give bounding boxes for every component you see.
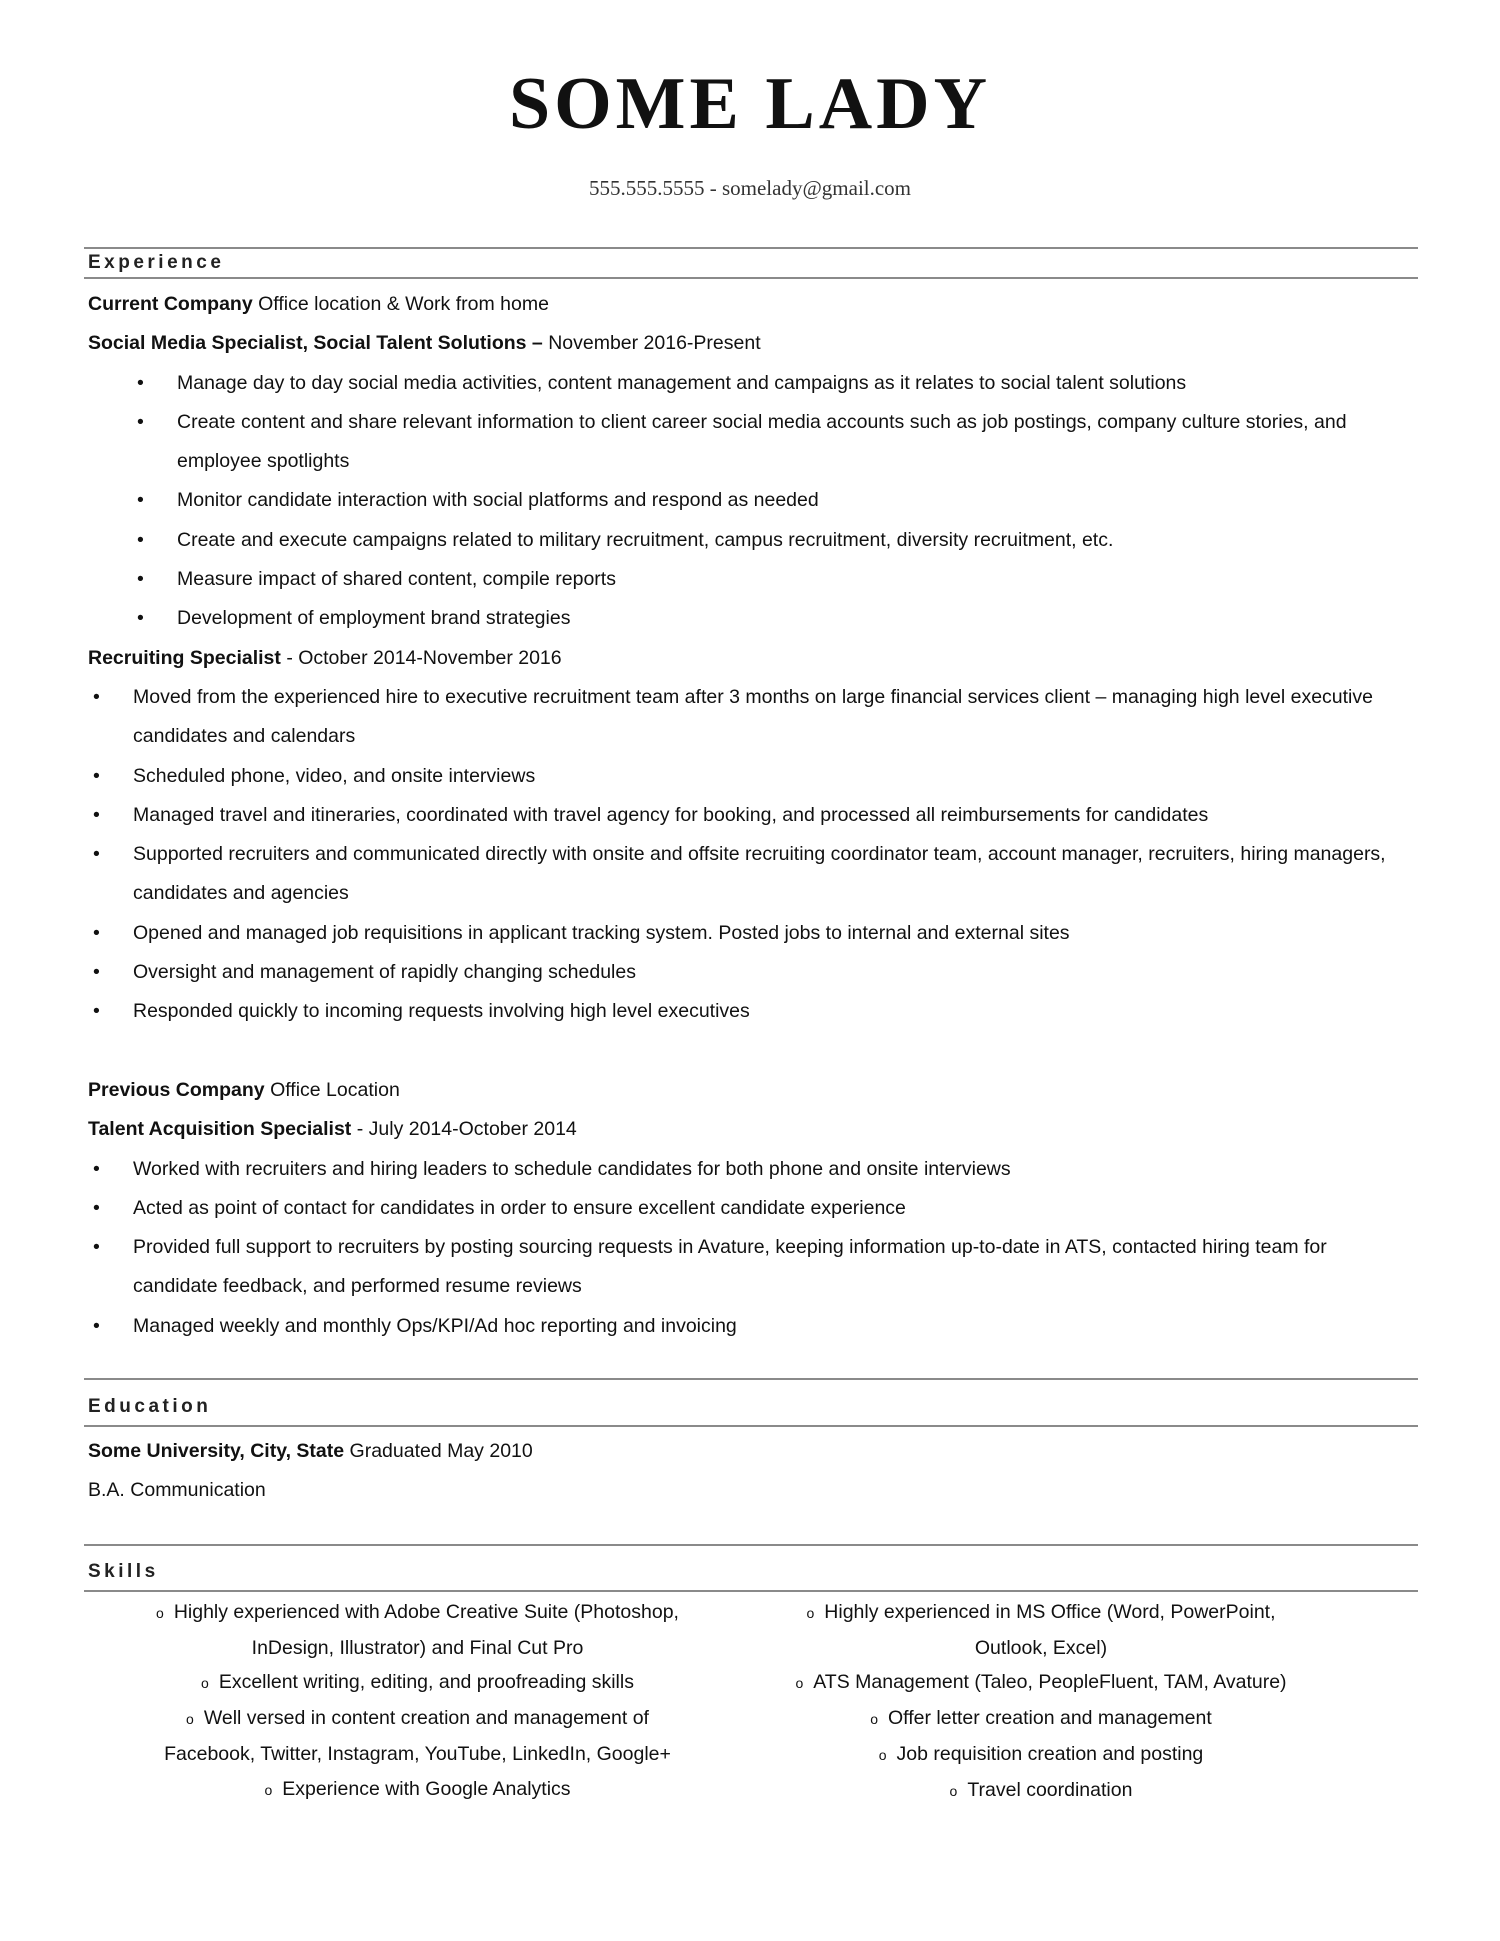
circle-bullet-icon: o	[264, 1781, 273, 1798]
role-title: Recruiting Specialist	[88, 646, 281, 669]
list-item-text: candidates and calendars	[133, 725, 356, 748]
bullet-icon: •	[137, 489, 144, 512]
role-dates: - October 2014-November 2016	[286, 646, 562, 669]
section-heading-experience: Experience	[88, 252, 225, 273]
list-item	[88, 757, 1418, 796]
role-title: Talent Acquisition Specialist	[88, 1118, 352, 1141]
list-item	[88, 835, 1418, 874]
list-item-text: Managed weekly and monthly Ops/KPI/Ad hoc reporting and invoicing	[133, 1314, 737, 1337]
circle-bullet-icon: o	[949, 1782, 958, 1799]
list-item-text: Well versed in content creation and management of	[203, 1707, 649, 1730]
role-title: Social Media Specialist, Social Talent Solutions –	[88, 332, 543, 355]
divider	[84, 1425, 1418, 1427]
list-item	[88, 1307, 1418, 1346]
degree: B.A. Communication	[88, 1478, 266, 1501]
circle-bullet-icon: o	[186, 1711, 194, 1728]
list-item-text: Create and execute campaigns related to military recruitment, campus recruitment, diversity recruitment, etc.	[177, 528, 1114, 551]
list-item-text: Offer letter creation and management	[888, 1707, 1212, 1730]
list-item	[88, 914, 1418, 953]
circle-bullet-icon: o	[806, 1605, 815, 1621]
skill-item	[751, 1595, 1331, 1631]
bullet-icon: •	[137, 410, 144, 433]
list-item-text: Outlook, Excel)	[974, 1636, 1108, 1659]
list-item-text: Facebook, Twitter, Instagram, YouTube, LinkedIn, Google+	[164, 1742, 671, 1765]
role-line	[88, 639, 1418, 678]
list-item-text: Oversight and management of rapidly changing schedules	[133, 961, 636, 984]
list-item-text: Opened and managed job requisitions in applicant tracking system. Posted jobs to internal and external sites	[133, 921, 1070, 944]
role-line	[88, 1110, 1418, 1149]
list-item	[88, 364, 1418, 403]
list-item	[88, 403, 1418, 442]
skill-item	[84, 1595, 751, 1631]
list-item-text: Development of employment brand strategies	[177, 607, 571, 630]
list-item-text: Managed travel and itineraries, coordinated with travel agency for booking, and processed all reimbursements for candidates	[133, 803, 1209, 826]
experience-section	[88, 285, 1418, 1346]
bullet-icon: •	[137, 607, 144, 630]
list-item	[88, 481, 1418, 520]
contact-info: 555.555.5555 - somelady@gmail.com	[588, 176, 912, 200]
list-item-text: Highly experienced with Adobe Creative Suite (Photoshop,	[173, 1601, 679, 1623]
list-item	[88, 599, 1418, 638]
skill-item	[84, 1665, 751, 1701]
list-item-continuation	[88, 717, 1418, 756]
list-item-text: Responded quickly to incoming requests involving high level executives	[133, 1000, 750, 1023]
list-item	[88, 678, 1418, 717]
section-heading-education: Education	[88, 1396, 212, 1417]
skills-column-right	[751, 1595, 1331, 1808]
company-location: Office location & Work from home	[258, 293, 549, 315]
education-section	[88, 1432, 1418, 1509]
role-dates: - July 2014-October 2014	[356, 1118, 577, 1141]
list-item-continuation	[88, 442, 1418, 481]
bullet-icon: •	[93, 843, 100, 866]
circle-bullet-icon: o	[870, 1711, 879, 1728]
list-item	[88, 1150, 1418, 1189]
bullet-icon: •	[137, 568, 144, 591]
skill-item	[751, 1665, 1331, 1701]
list-item-text: Worked with recruiters and hiring leaders to schedule candidates for both phone and onsite interviews	[133, 1157, 1011, 1180]
list-item-text: candidate feedback, and performed resume reviews	[133, 1275, 582, 1298]
list-item-text: ATS Management (Taleo, PeopleFluent, TAM, Avature)	[813, 1671, 1287, 1694]
skill-item	[751, 1737, 1331, 1773]
company-location: Office Location	[270, 1078, 400, 1101]
list-item-text: Supported recruiters and communicated directly with onsite and offsite recruiting coordinator team, account manager, recruiters, hiring managers,	[133, 843, 1386, 866]
list-item-text: Measure impact of shared content, compile reports	[177, 568, 616, 591]
list-item-text: Create content and share relevant information to client career social media accounts such as job postings, company culture stories, and	[177, 410, 1347, 433]
circle-bullet-icon: o	[201, 1675, 209, 1692]
circle-bullet-icon: o	[795, 1675, 804, 1692]
bullet-icon: •	[137, 371, 144, 394]
list-item	[88, 1228, 1418, 1267]
skills-section	[84, 1595, 1418, 1808]
bullet-icon: •	[93, 961, 100, 984]
list-item-text: Moved from the experienced hire to executive recruitment team after 3 months on large financial services client – managing high level executive	[133, 685, 1373, 708]
divider	[84, 1590, 1418, 1592]
company-line	[88, 285, 1418, 324]
company-name: Current Company	[88, 293, 253, 315]
bullet-icon: •	[93, 1196, 100, 1219]
company-line	[88, 1071, 1418, 1110]
bullet-icon: •	[93, 1157, 100, 1180]
section-heading-skills: Skills	[88, 1561, 159, 1582]
list-item-text: InDesign, Illustrator) and Final Cut Pro	[251, 1636, 584, 1659]
skill-item	[751, 1701, 1331, 1737]
skill-item	[84, 1701, 751, 1737]
list-item-text: Scheduled phone, video, and onsite interviews	[133, 764, 536, 787]
list-item-text: Job requisition creation and posting	[896, 1742, 1204, 1765]
list-item-text: Manage day to day social media activities, content management and campaigns as it relates to social talent solutions	[177, 371, 1187, 394]
company-name: Previous Company	[88, 1078, 265, 1101]
skill-item	[84, 1772, 751, 1808]
list-item-continuation	[88, 874, 1418, 913]
list-item	[88, 796, 1418, 835]
list-item	[88, 1189, 1418, 1228]
divider	[84, 1544, 1418, 1546]
list-item-text: Provided full support to recruiters by posting sourcing requests in Avature, keeping information up-to-date in ATS, contacted hiring team for	[133, 1236, 1327, 1259]
bullet-icon: •	[93, 1314, 100, 1337]
bullet-icon: •	[93, 1000, 100, 1023]
list-item-text: Acted as point of contact for candidates in order to ensure excellent candidate experience	[133, 1196, 906, 1219]
list-item-text: Excellent writing, editing, and proofreading skills	[218, 1671, 634, 1694]
list-item-text: Travel coordination	[967, 1778, 1133, 1801]
bullet-icon: •	[93, 921, 100, 944]
skill-item	[751, 1773, 1331, 1809]
role-line	[88, 324, 1418, 363]
list-item-text: candidates and agencies	[133, 882, 349, 905]
list-item-text: Monitor candidate interaction with social platforms and respond as needed	[177, 489, 819, 512]
bullet-icon: •	[93, 685, 100, 708]
circle-bullet-icon: o	[156, 1605, 164, 1621]
list-item	[88, 953, 1418, 992]
list-item-continuation	[88, 1267, 1418, 1306]
divider	[84, 1378, 1418, 1380]
role-dates: November 2016-Present	[548, 332, 761, 355]
list-item-text: Highly experienced in MS Office (Word, PowerPoint,	[824, 1601, 1276, 1623]
bullet-icon: •	[137, 528, 144, 551]
skills-column-left	[84, 1595, 751, 1808]
bullet-icon: •	[93, 764, 100, 787]
bullet-icon: •	[93, 803, 100, 826]
list-item-text: employee spotlights	[177, 450, 350, 473]
list-item	[88, 521, 1418, 560]
bullet-icon: •	[93, 1236, 100, 1259]
candidate-name: SOME LADY	[508, 63, 992, 145]
divider	[84, 247, 1418, 249]
school-name: Some University, City, State	[88, 1440, 345, 1462]
list-item-text: Experience with Google Analytics	[282, 1777, 571, 1800]
list-item	[88, 560, 1418, 599]
divider	[84, 277, 1418, 279]
circle-bullet-icon: o	[878, 1746, 887, 1763]
list-item	[88, 992, 1418, 1031]
graduation-date: Graduated May 2010	[349, 1440, 533, 1462]
